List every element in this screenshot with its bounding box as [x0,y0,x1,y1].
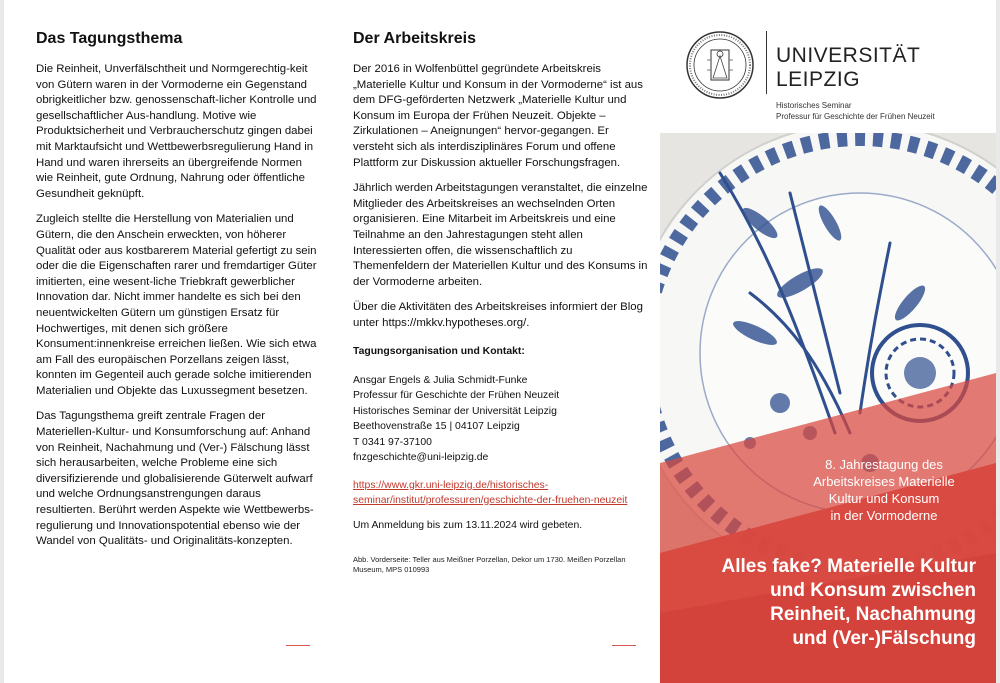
university-seal-icon [685,30,755,100]
event-subtitle-line: Arbeitskreises Materielle [813,474,955,489]
contact-line: T 0341 97-37100 [353,436,432,448]
event-subtitle-line: 8. Jahrestagung des [825,457,943,472]
contact-line: Historisches Seminar der Universität Leipzig [353,405,557,417]
university-name-line: LEIPZIG [776,68,861,91]
university-name [776,44,920,92]
paragraph: Über die Aktivitäten des Arbeitskreises informiert der Blog unter https://mkkv.hypotheses.org/. [353,301,643,329]
heading-tagungsthema: Das Tagungsthema [36,30,183,47]
paragraph: Das Tagungsthema greift zentrale Fragen der Materiellen-Kultur- und Konsumforschung auf: Anhand von Reinheit, Nachahmung und (Ver-) Fälschung lässt sich herausarbeiten, welche Probleme eine sich diversifizierende und globalisierende Güterwelt aufwarf und welche Ordnungsanstrengungen daraus resultierten. Berührt werden Aspekte wie Wettbewerbs-regulierung und Innovationspotential ebenso wie der Wandel von Qualitäts- und Originalitäts-konzepten. [36,410,314,548]
conference-title [676,555,976,651]
event-subtitle-line: in der Vormoderne [830,508,938,523]
contact-line: Beethovenstraße 15 | 04107 Leipzig [353,421,520,432]
cover-panel [660,0,996,683]
paragraph: Die Reinheit, Unverfälschtheit und Normgerechtig-keit von Gütern waren in der Vormoderne ein Gegenstand obrigkeitlicher bzw. genossenschaft-licher Kontrolle und gesellschaftlicher Aus-handlung. Motive wie Produktsicherheit und Verbraucherschutz gingen dabei mit Marktaufsicht und Wettbewerbsregulierung Hand in Hand und waren ihrerseits an übergreifende Normen wie Reinheit, gute Ordnung, Nahrung oder öffentliche Gesundheit geknüpft. [36,63,317,200]
conference-title-line: Alles fake? Materielle Kultur [721,556,976,577]
contact-heading: Tagungsorganisation und Kontakt: [353,345,525,357]
conference-title-line: Reinheit, Nachahmung [770,604,976,625]
department-line: Historisches Seminar [776,101,852,110]
contact-line: Professur für Geschichte der Frühen Neuzeit [353,390,560,401]
contact-line: Ansgar Engels & Julia Schmidt-Funke [353,374,528,386]
event-subtitle [794,456,974,524]
logo-divider [766,31,767,94]
department [776,100,935,122]
event-subtitle-line: Kultur und Konsum [828,491,940,506]
conference-title-line: und (Ver-)Fälschung [792,628,976,649]
fold-mark [286,645,310,646]
paragraph: Jährlich werden Arbeitstagungen veranstaltet, die einzelne Mitglieder des Arbeitskreises an wechselnden Orten organisieren. Eine Mitarbeit im Arbeitskreis und eine Teilnahme an den Jahrestagungen steht allen Interessierten offen, die wissenschaftlich zu Themenfeldern der Materiellen Kultur und des Konsums in der Vormoderne arbeiten. [353,182,648,288]
fold-mark [612,645,636,646]
paragraph: Der 2016 in Wolfenbüttel gegründete Arbeitskreis „Materielle Kultur und Konsum in der Vormoderne“ ist aus dem DFG-geförderten Netzwerk „Materielle Kultur und Konsum im Europa der Frühen Neuzeit. Objekte – Zirkulationen – Aneignungen“ hervor-gegangen. Er versteht sich als interdisziplinäres Forum und offene Plattform zur Diskussion aktueller Forschungsfragen. [353,63,643,169]
department-line: Professur für Geschichte der Frühen Neuzeit [776,112,935,121]
column-arbeitskreis [353,30,648,575]
paragraph: Zugleich stellte die Herstellung von Materialien und Gütern, die den Anschein erweckten, von höherer Qualität oder aus kostbarerem Material gefertigt zu sein oder die die Eigenschaften rarer und fremdartiger Güter imitierten, eine wesent-liche Triebkraft gewerblicher Innovation dar. Nicht immer handelte es sich bei den neuentwickelten Gütern um günstigen Ersatz für Hochwertiges, mit denen sich größere Konsument:innenkreise erreichen ließen. Wie sich etwa am Fall des europäischen Porzellans zeigen lässt, konnten im Gegenteil auch gerade solche imitierenden Materialien und Objekte das Luxussegment besetzen. [36,213,317,397]
contact-email: fnzgeschichte@uni-leipzig.de [353,452,489,463]
website-link[interactable]: https://www.gkr.uni-leipzig.de/historisches-seminar/institut/professuren/geschichte-der-fruehen-neuzeit [353,479,628,506]
column-tagungsthema [36,30,318,560]
conference-title-line: und Konsum zwischen [770,580,976,601]
image-credit: Abb. Vorderseite: Teller aus Meißner Porzellan, Dekor um 1730. Meißen Porzellan Museum, MPS 010993 [353,555,626,575]
registration-note: Um Anmeldung bis zum 13.11.2024 wird gebeten. [353,519,583,531]
university-name-line: UNIVERSITÄT [776,44,921,67]
flyer-sheet [4,0,996,683]
heading-arbeitskreis: Der Arbeitskreis [353,30,477,47]
